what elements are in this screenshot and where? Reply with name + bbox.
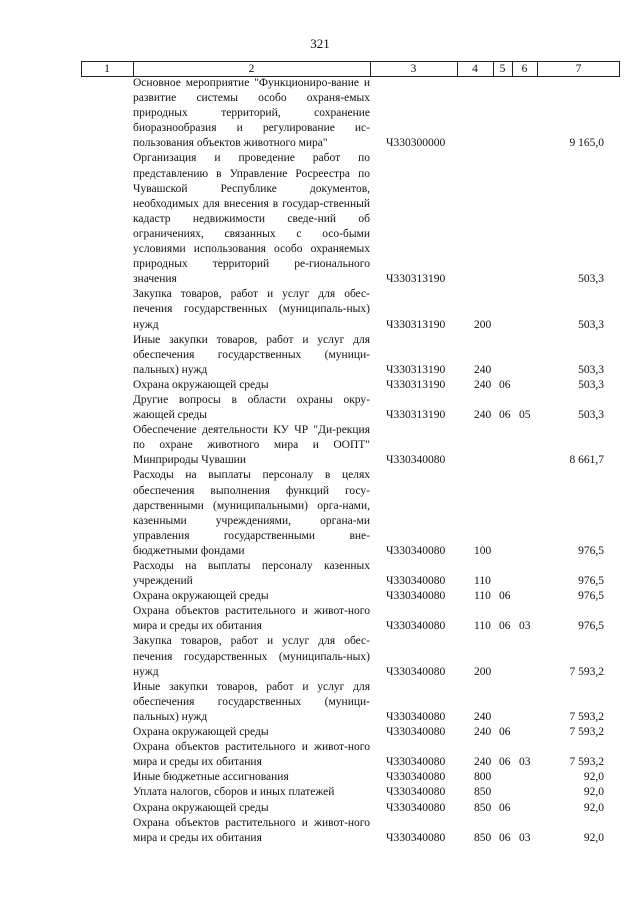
table-row xyxy=(0,378,640,393)
header-col-5: 5 xyxy=(499,63,506,75)
row-amount: 976,5 xyxy=(578,590,604,603)
row-description: Охрана окружающей среды xyxy=(133,590,269,603)
row-code: Ч330340080 xyxy=(386,831,446,844)
table-row xyxy=(0,468,640,559)
row-section: 06 xyxy=(499,620,511,633)
table-row xyxy=(0,740,640,770)
row-code: Ч330313190 xyxy=(386,363,446,376)
row-expense-type: 850 xyxy=(474,801,492,814)
row-code: Ч330313190 xyxy=(386,409,446,422)
row-amount: 9 165,0 xyxy=(569,137,604,150)
table-row xyxy=(0,76,640,151)
row-subsection: 03 xyxy=(519,756,531,769)
row-code: Ч330313190 xyxy=(386,273,446,286)
row-expense-type: 110 xyxy=(474,575,491,588)
row-code: Ч330340080 xyxy=(386,665,446,678)
table-row xyxy=(0,559,640,589)
row-code: Ч330340080 xyxy=(386,771,446,784)
table-row xyxy=(0,423,640,468)
row-amount: 7 593,2 xyxy=(569,710,604,723)
row-amount: 503,3 xyxy=(578,409,604,422)
row-description: Обеспечение деятельности КУ ЧР "Ди-рекция по охране животного мира и ООПТ" Минприроды Чувашии xyxy=(133,424,370,467)
header-col-6: 6 xyxy=(521,63,528,75)
row-code: Ч330340080 xyxy=(386,454,446,467)
row-description: Расходы на выплаты персоналу в целях обеспечения выполнения функций госу-дарственными (муниципальными) орга-нами, казенными учреждениями, органа-ми управления государственными вне-бюджетными фондами xyxy=(133,469,370,557)
row-description: Другие вопросы в области охраны окру-жающей среды xyxy=(133,393,370,422)
header-col-7: 7 xyxy=(575,63,582,75)
table-row xyxy=(0,151,640,287)
table-row xyxy=(0,816,640,846)
row-amount: 976,5 xyxy=(578,620,604,633)
row-description: Охрана окружающей среды xyxy=(133,726,269,739)
row-subsection: 03 xyxy=(519,620,531,633)
row-expense-type: 240 xyxy=(474,726,492,739)
row-section: 06 xyxy=(499,756,511,769)
row-expense-type: 850 xyxy=(474,831,492,844)
header-col-1: 1 xyxy=(104,63,110,75)
table-row xyxy=(0,785,640,800)
row-code: Ч330300000 xyxy=(386,137,446,150)
row-code: Ч330340080 xyxy=(386,756,446,769)
row-amount: 92,0 xyxy=(583,771,604,784)
row-section: 06 xyxy=(499,726,511,739)
row-expense-type: 240 xyxy=(474,710,492,723)
row-code: Ч330340080 xyxy=(386,544,446,557)
row-code: Ч330340080 xyxy=(386,726,446,739)
row-description: Расходы на выплаты персоналу казенных учреждений xyxy=(133,560,370,588)
row-description: Иные закупки товаров, работ и услуг для обеспечения государственных (муници-пальных) нужд xyxy=(133,333,370,376)
header-col-3: 3 xyxy=(410,63,417,75)
row-description: Охрана объектов растительного и живот-ного мира и среды их обитания xyxy=(133,741,370,769)
header-col-4: 4 xyxy=(472,63,478,75)
row-subsection: 05 xyxy=(519,409,531,422)
table-row xyxy=(0,287,640,332)
row-expense-type: 850 xyxy=(474,786,492,799)
row-expense-type: 800 xyxy=(474,771,492,784)
table-row xyxy=(0,393,640,423)
row-description: Закупка товаров, работ и услуг для обес-печения государственных (муниципаль-ных) нужд xyxy=(133,288,370,331)
row-expense-type: 110 xyxy=(474,590,491,603)
table-header xyxy=(81,61,620,77)
row-description: Основное мероприятие "Функциониро-вание и развитие системы особо охраня-емых природных территорий, сохранение биоразнообразия и регулирование ис-пользования объектов животного мира" xyxy=(133,77,370,150)
table-row xyxy=(0,634,640,679)
table-row xyxy=(0,770,640,785)
row-code: Ч330340080 xyxy=(386,786,446,799)
row-expense-type: 200 xyxy=(474,318,492,331)
row-section: 06 xyxy=(499,409,511,422)
row-code: Ч330340080 xyxy=(386,620,446,633)
row-code: Ч330340080 xyxy=(386,801,446,814)
row-description: Закупка товаров, работ и услуг для обес-печения государственных (муниципаль-ных) нужд xyxy=(133,635,370,678)
row-description: Охрана окружающей среды xyxy=(133,378,269,391)
row-code: Ч330340080 xyxy=(386,575,446,588)
row-description: Организация и проведение работ по представлению в Управление Росреестра по Чувашской Республике документов, необходимых для внесения в государ-ственный кадастр недвижимости сведе-ний об ограничениях, связанных с осо-быми условиями использования особо охраняемых природных территорий ре-гионального значения xyxy=(133,152,370,286)
row-section: 06 xyxy=(499,831,511,844)
row-amount: 7 593,2 xyxy=(569,756,604,769)
table-row xyxy=(0,604,640,634)
row-expense-type: 200 xyxy=(474,665,492,678)
row-amount: 503,3 xyxy=(578,273,604,286)
row-description: Уплата налогов, сборов и иных платежей xyxy=(133,786,335,799)
table-row xyxy=(0,725,640,740)
row-amount: 8 661,7 xyxy=(569,454,604,467)
row-amount: 92,0 xyxy=(583,831,604,844)
row-amount: 92,0 xyxy=(583,801,604,814)
row-amount: 503,3 xyxy=(578,318,604,331)
row-amount: 503,3 xyxy=(578,378,604,391)
table-row xyxy=(0,680,640,725)
row-code: Ч330340080 xyxy=(386,710,446,723)
row-amount: 976,5 xyxy=(578,575,604,588)
row-section: 06 xyxy=(499,378,511,391)
row-description: Иные закупки товаров, работ и услуг для обеспечения государственных (муници-пальных) нужд xyxy=(133,680,370,723)
table-row xyxy=(0,801,640,816)
row-expense-type: 240 xyxy=(474,363,492,376)
header-col-2: 2 xyxy=(248,63,255,75)
budget-table-body xyxy=(0,76,640,846)
row-expense-type: 240 xyxy=(474,756,492,769)
row-subsection: 03 xyxy=(519,831,531,844)
table-row xyxy=(0,589,640,604)
row-description: Охрана объектов растительного и живот-ного мира и среды их обитания xyxy=(133,816,370,844)
row-expense-type: 240 xyxy=(474,409,492,422)
table-row xyxy=(0,333,640,378)
row-section: 06 xyxy=(499,801,511,814)
page-number: 321 xyxy=(310,36,330,51)
row-amount: 503,3 xyxy=(578,363,604,376)
row-expense-type: 240 xyxy=(474,378,492,391)
row-code: Ч330340080 xyxy=(386,590,446,603)
row-amount: 7 593,2 xyxy=(569,726,604,739)
row-amount: 7 593,2 xyxy=(569,665,604,678)
row-amount: 92,0 xyxy=(583,786,604,799)
row-expense-type: 100 xyxy=(474,544,492,557)
row-code: Ч330313190 xyxy=(386,378,446,391)
row-amount: 976,5 xyxy=(578,544,604,557)
row-description: Иные бюджетные ассигнования xyxy=(133,771,289,784)
row-description: Охрана окружающей среды xyxy=(133,801,269,814)
row-description: Охрана объектов растительного и живот-ного мира и среды их обитания xyxy=(133,605,370,633)
row-code: Ч330313190 xyxy=(386,318,446,331)
row-expense-type: 110 xyxy=(474,620,491,633)
row-section: 06 xyxy=(499,590,511,603)
